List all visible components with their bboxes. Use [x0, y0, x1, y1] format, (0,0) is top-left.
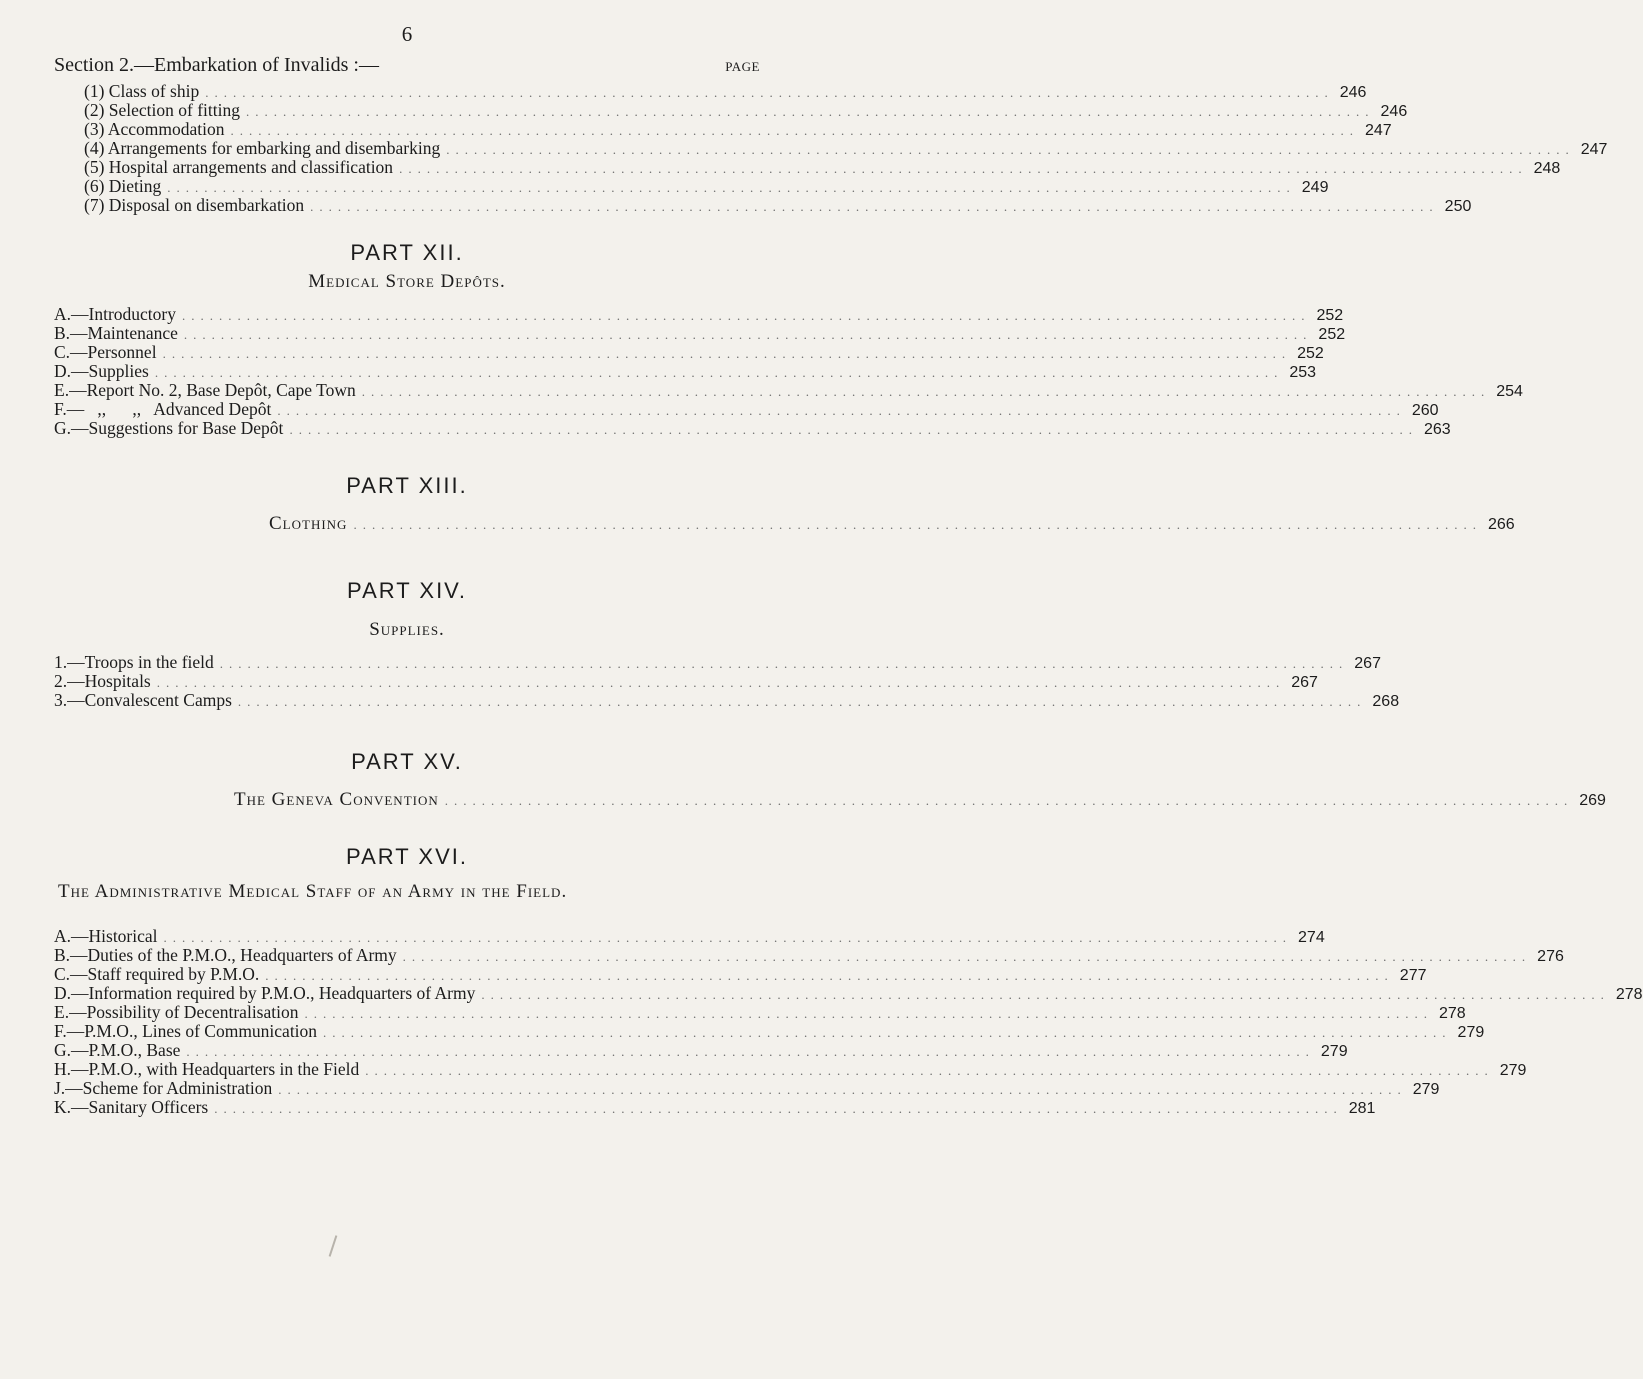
toc-entry: G.—P.M.O., Base .......................................................................................................................... 279 — [54, 1040, 1348, 1060]
page-number: 6 — [401, 22, 413, 46]
part-14-heading: PART XIV. — [347, 578, 467, 603]
part-14-list — [54, 652, 1400, 710]
toc-entry: B.—Maintenance .......................................................................................................................... 252 — [54, 323, 1346, 343]
toc-entry: (5) Hospital arrangements and classification .......................................................................................................................... 248 — [84, 157, 1561, 177]
toc-entry: G.—Suggestions for Base Depôt .......................................................................................................................... 263 — [54, 418, 1451, 438]
toc-entry: D.—Supplies .......................................................................................................................... 253 — [54, 361, 1317, 381]
part-12-list — [54, 304, 1523, 438]
toc-entry: 2.—Hospitals .......................................................................................................................... 267 — [54, 671, 1318, 691]
toc-entry: 1.—Troops in the field .......................................................................................................................... 267 — [54, 652, 1381, 672]
toc-entry: (7) Disposal on disembarkation .......................................................................................................................... 250 — [84, 195, 1472, 215]
toc-entry-geneva: The Geneva Convention .......................................................................................................................... 269 — [234, 789, 1606, 810]
toc-entry: J.—Scheme for Administration .......................................................................................................................... 279 — [54, 1078, 1440, 1098]
toc-entry: (2) Selection of fitting .......................................................................................................................... 246 — [84, 100, 1408, 120]
toc-entry: K.—Sanitary Officers .......................................................................................................................... 281 — [54, 1097, 1376, 1117]
page-column-label: PAGE — [725, 59, 760, 74]
toc-entry: 3.—Convalescent Camps .......................................................................................................................... 268 — [54, 690, 1400, 710]
toc-entry: (4) Arrangements for embarking and disembarking .......................................................................................................................... 247 — [84, 138, 1608, 158]
part-16-list — [54, 926, 1643, 1117]
section-2-list — [54, 81, 1608, 215]
toc-entry: (3) Accommodation .......................................................................................................................... 247 — [84, 119, 1392, 139]
toc-entry: F.—P.M.O., Lines of Communication .......................................................................................................................... 279 — [54, 1021, 1485, 1041]
part-13-heading: PART XIII. — [346, 473, 468, 498]
part-14-subtitle: Supplies. — [369, 619, 445, 640]
section-2-title: Section 2.—Embarkation of Invalids :— — [54, 54, 379, 76]
toc-entry: (6) Dieting .......................................................................................................................... 249 — [84, 176, 1329, 196]
toc-entry: C.—Staff required by P.M.O. .......................................................................................................................... 277 — [54, 964, 1427, 984]
part-16-heading: PART XVI. — [346, 844, 468, 869]
toc-entry: F.— ,, ,, Advanced Depôt .......................................................................................................................... 260 — [54, 399, 1439, 419]
toc-entry: B.—Duties of the P.M.O., Headquarters of Army .......................................................................................................................... 276 — [54, 945, 1564, 965]
toc-entry: H.—P.M.O., with Headquarters in the Field .......................................................................................................................... 279 — [54, 1059, 1527, 1079]
section-2-header — [54, 54, 760, 80]
toc-entry-clothing: Clothing .......................................................................................................................... 266 — [269, 513, 1515, 534]
part-16-subtitle: The Administrative Medical Staff of an Army in the Field. — [58, 881, 568, 902]
toc-entry: (1) Class of ship .......................................................................................................................... 246 — [84, 81, 1367, 101]
paper-mark — [329, 1235, 338, 1257]
toc-entry: A.—Historical .......................................................................................................................... 274 — [54, 926, 1325, 946]
toc-entry: C.—Personnel .......................................................................................................................... 252 — [54, 342, 1324, 362]
toc-entry: E.—Possibility of Decentralisation .......................................................................................................................... 278 — [54, 1002, 1466, 1022]
toc-entry: A.—Introductory .......................................................................................................................... 252 — [54, 304, 1344, 324]
toc-entry: D.—Information required by P.M.O., Headquarters of Army .......................................................................................................................... 278 — [54, 983, 1643, 1003]
toc-entry: E.—Report No. 2, Base Depôt, Cape Town .......................................................................................................................... 254 — [54, 380, 1523, 400]
part-12-heading: PART XII. — [350, 240, 464, 265]
part-15-heading: PART XV. — [351, 749, 463, 774]
part-12-subtitle: Medical Store Depôts. — [308, 271, 506, 292]
